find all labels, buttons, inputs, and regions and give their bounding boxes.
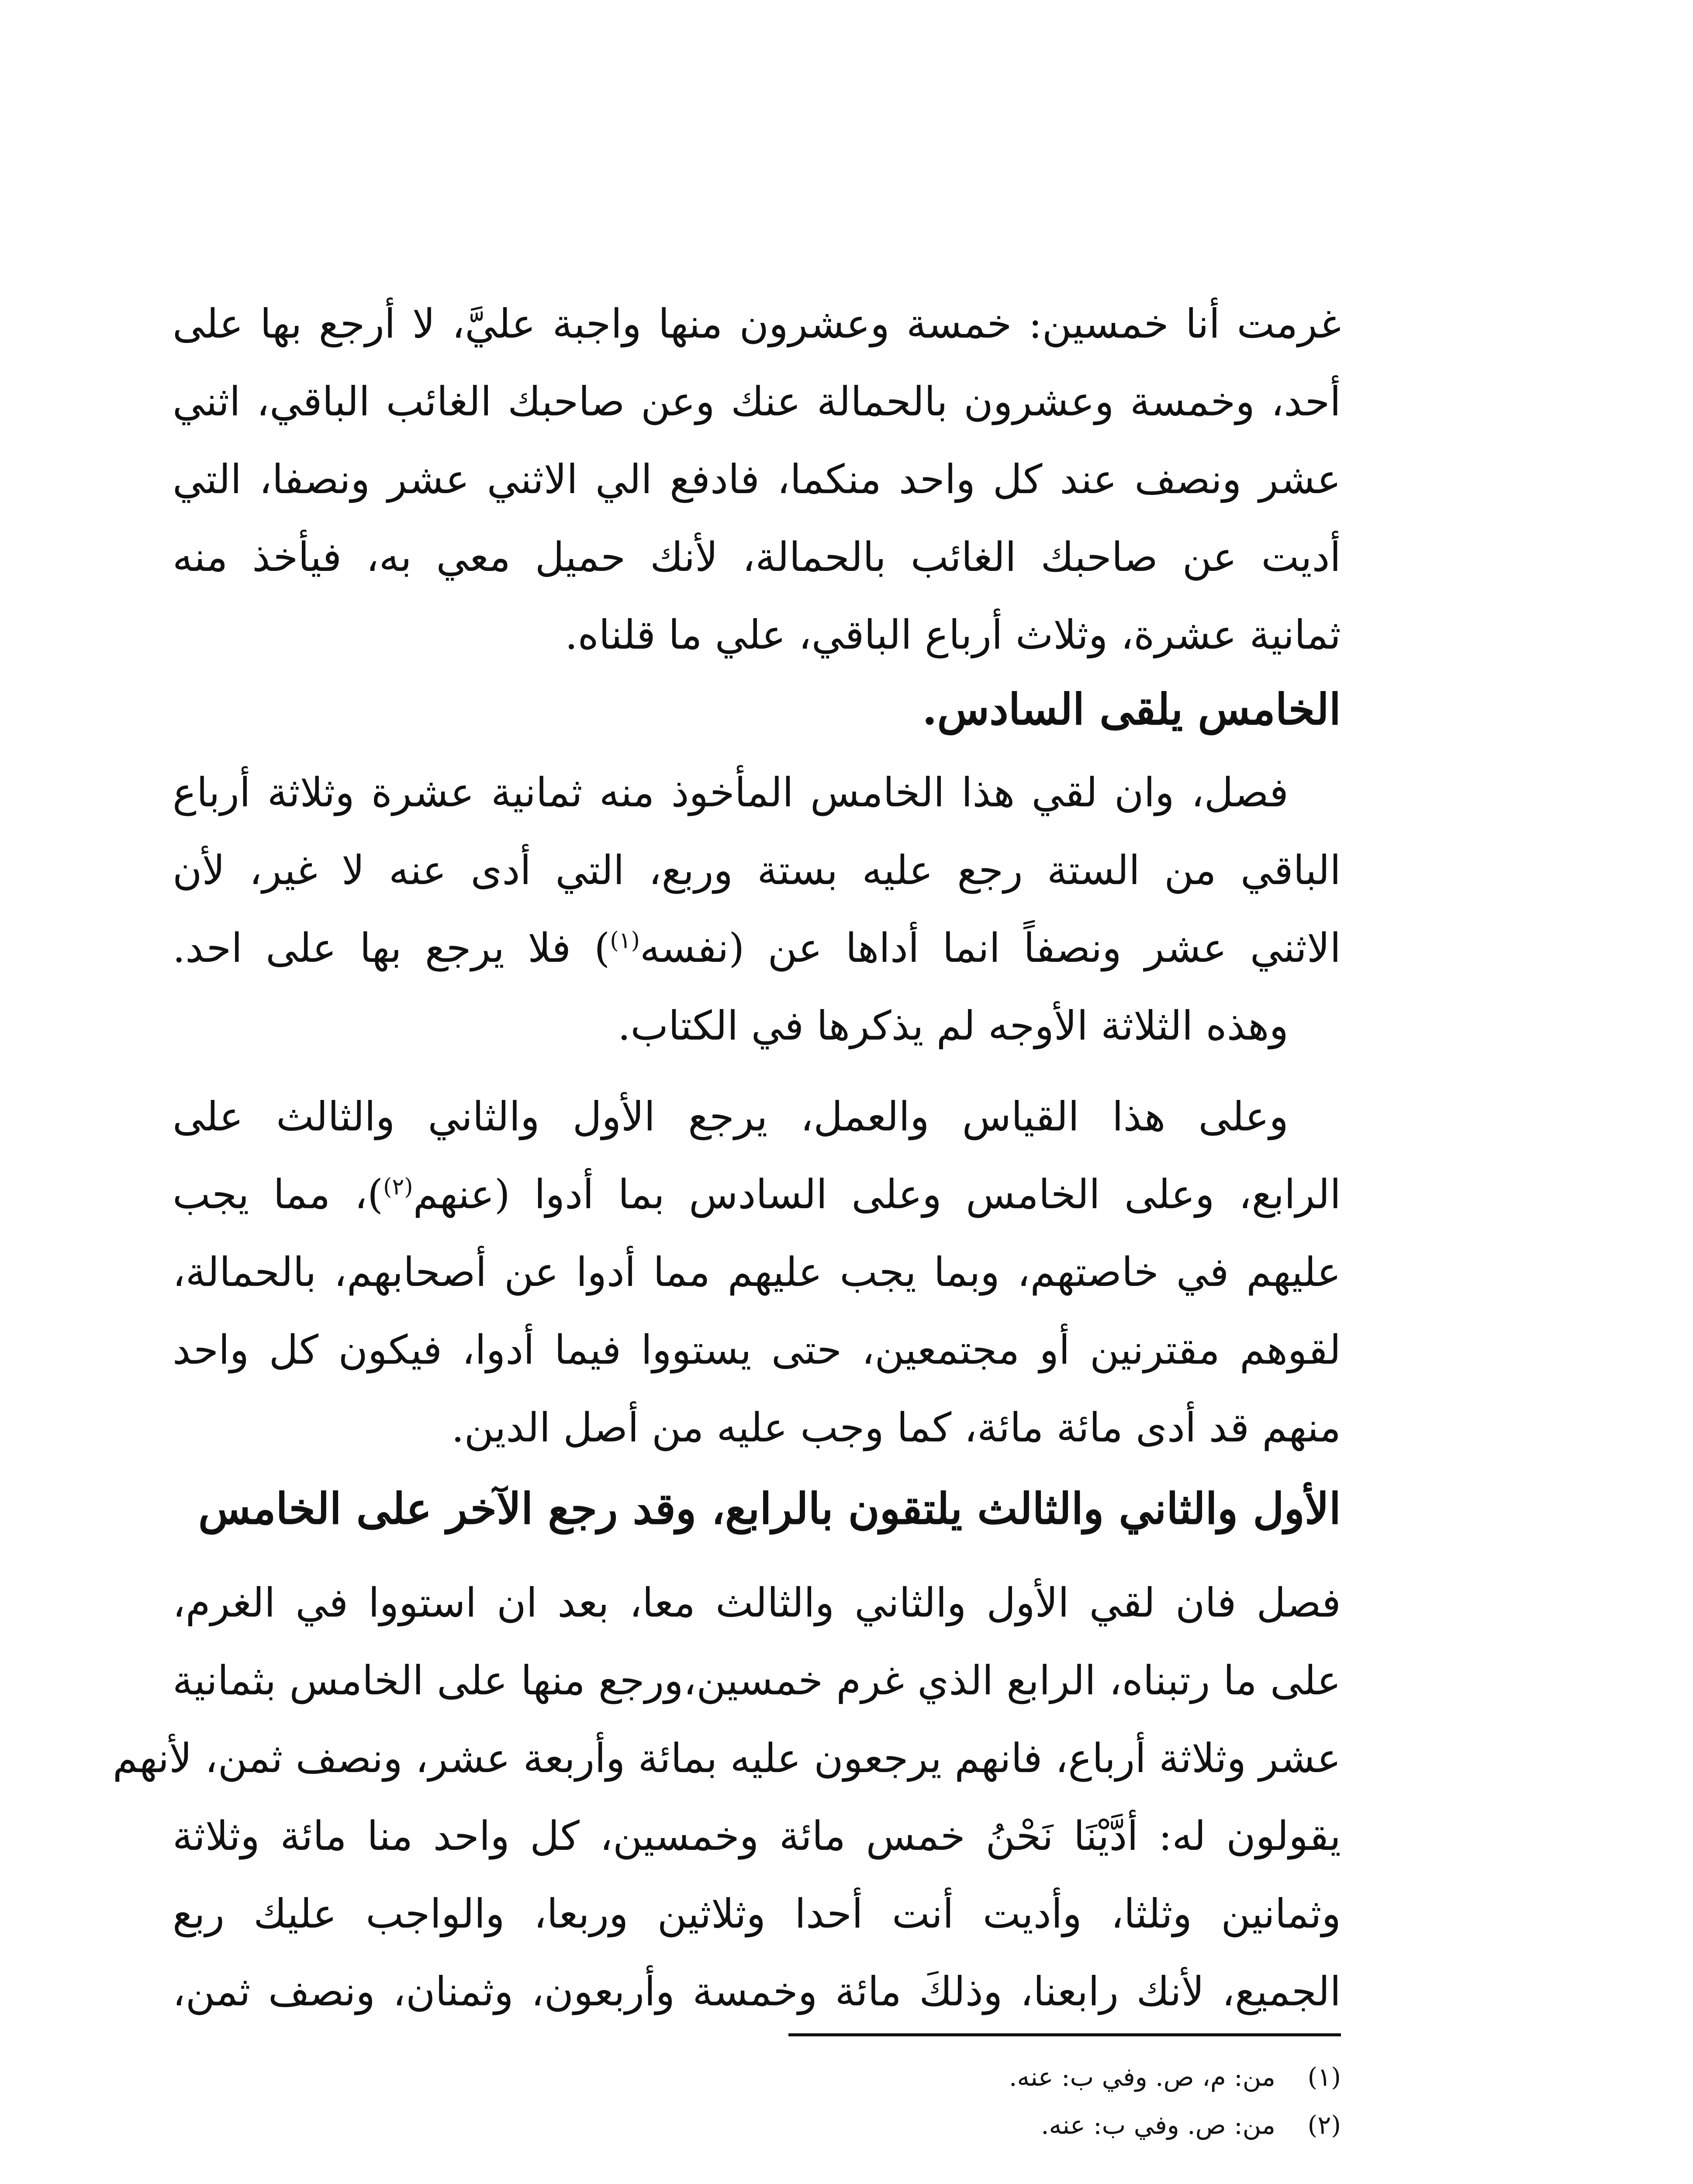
body-line: عشر ونصف عند كل واحد منكما، فادفع الي الاثني عشر ونصفا، التي (173, 456, 1341, 503)
body-line-with-footnote-ref (173, 909, 1341, 988)
text-segment: ) فلا يرجع بها على احد. (173, 925, 610, 971)
body-line: فصل، وان لقي هذا الخامس المأخوذ منه ثمانية عشرة وثلاثة أرباع (173, 769, 1289, 816)
footnote-number: (٢) (1307, 2110, 1341, 2140)
body-line: عشر وثلاثة أرباع، فانهم يرجعون عليه بمائة وأربعة عشر، ونصف ثمن، لأنهم (112, 1735, 1341, 1782)
footnote (1041, 2101, 1341, 2149)
body-line: وهذه الثلاثة الأوجه لم يذكرها في الكتاب. (618, 1002, 1289, 1049)
body-line: لقوهم مقترنين أو مجتمعين، حتى يستووا فيما أدوا، فيكون كل واحد (173, 1327, 1341, 1373)
body-line: فصل فان لقي الأول والثاني والثالث معا، بعد ان استووا في الغرم، (173, 1579, 1341, 1626)
body-line: الباقي من الستة رجع عليه بستة وربع، التي أدى عنه لا غير، لأن (173, 847, 1341, 894)
body-line: أديت عن صاحبك الغائب بالحمالة، لأنك حميل معي به، فيأخذ منه (173, 534, 1341, 581)
body-line: الجميع، لأنك رابعنا، وذلكَ مائة وخمسة وأربعون، وثمنان، ونصف ثمن، (173, 1968, 1341, 2015)
footnote (1009, 2053, 1341, 2101)
section-heading: الأول والثاني والثالث يلتقون بالرابع، وقد رجع الآخر على الخامس (198, 1484, 1341, 1534)
body-line: على ما رتبناه، الرابع الذي غرم خمسين،ورجع منها على الخامس بثمانية (173, 1657, 1341, 1704)
footnote-ref: (١) (610, 927, 640, 954)
section-heading: الخامس يلقى السادس. (922, 684, 1341, 735)
text-segment: )، مما يجب (173, 1171, 384, 1218)
body-line: منهم قد أدى مائة مائة، كما وجب عليه من أصل الدين. (451, 1404, 1341, 1451)
body-line: وثمانين وثلثا، وأديت أنت أحدا وثلاثين وربعا، والواجب عليك ربع (173, 1890, 1341, 1937)
footnote-divider (788, 2033, 1341, 2036)
footnote-text: من: ص. وفي ب: عنه. (1041, 2110, 1275, 2140)
footnote-number: (١) (1307, 2062, 1341, 2092)
footnote-ref: (٢) (383, 1174, 413, 1200)
text-segment: الرابع، وعلى الخامس وعلى السادس بما أدوا (عنهم (413, 1171, 1341, 1218)
body-line: وعلى هذا القياس والعمل، يرجع الأول والثاني والثالث على (173, 1093, 1289, 1140)
body-line: غرمت أنا خمسين: خمسة وعشرون منها واجبة عليَّ، لا أرجع بها على (173, 301, 1341, 347)
body-line: أحد، وخمسة وعشرون بالحمالة عنك وعن صاحبك الغائب الباقي، اثني (173, 378, 1341, 425)
body-line: عليهم في خاصتهم، وبما يجب عليهم مما أدوا عن أصحابهم، بالحمالة، (173, 1249, 1341, 1296)
footnote-text: من: م، ص. وفي ب: عنه. (1009, 2062, 1275, 2092)
body-line: ثمانية عشرة، وثلاث أرباع الباقي، علي ما قلناه. (565, 612, 1341, 658)
body-line: يقولون له: أدَّيْنَا نَحْنُ خمس مائة وخمسين، كل واحد منا مائة وثلاثة (173, 1813, 1341, 1859)
body-line-with-footnote-ref (173, 1155, 1341, 1234)
text-segment: الاثني عشر ونصفاً انما أداها عن (نفسه (639, 925, 1341, 971)
